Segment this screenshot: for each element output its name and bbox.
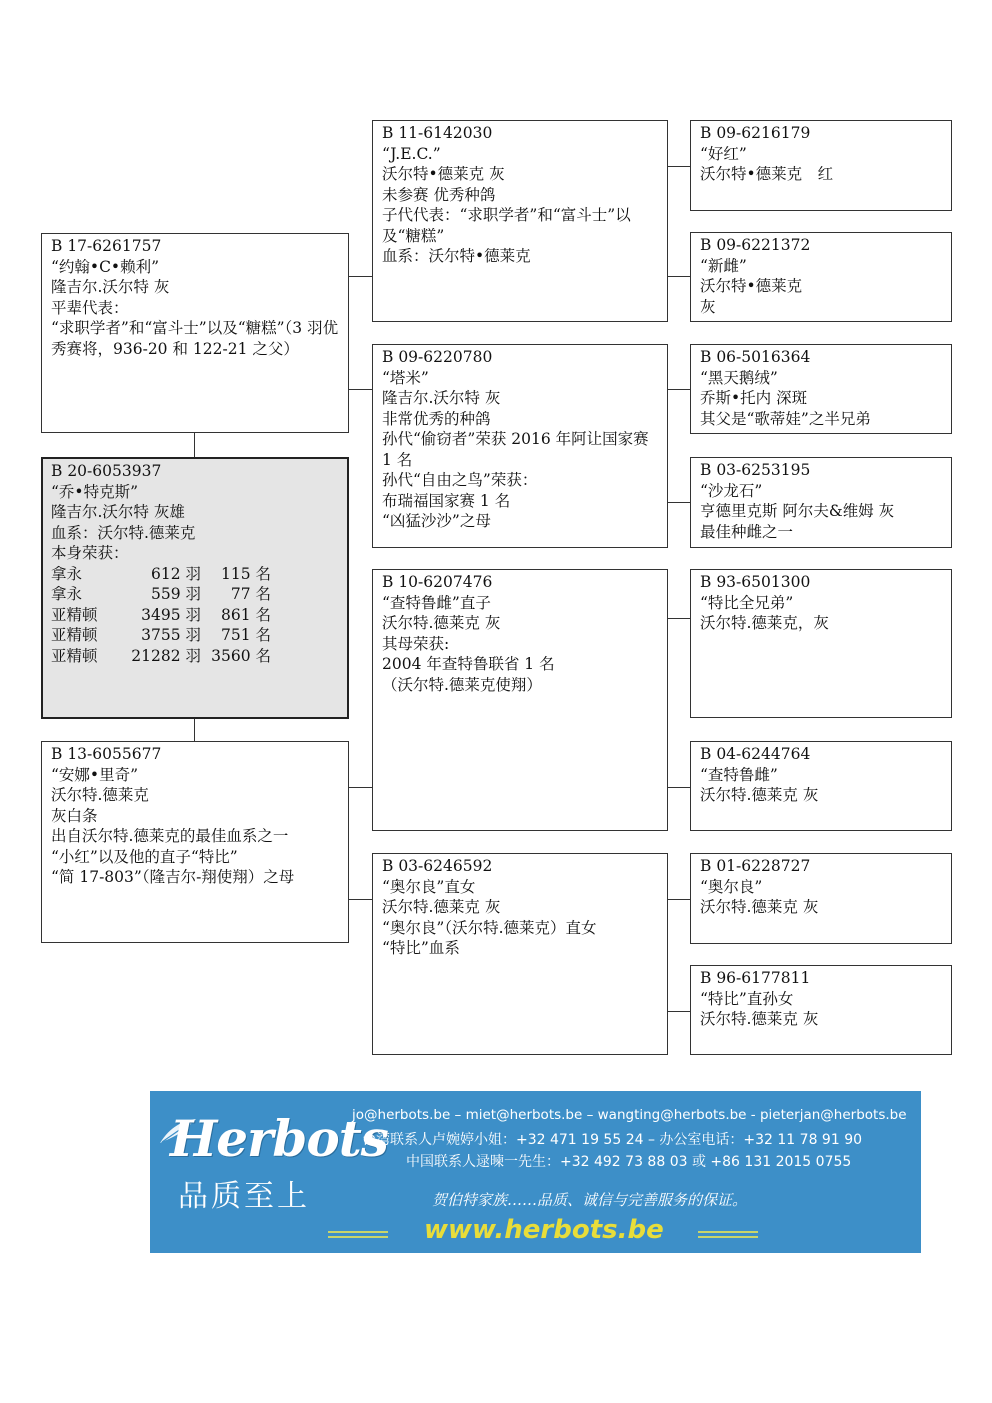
herbots-banner: [150, 1091, 921, 1253]
divider: [698, 1231, 758, 1233]
connector: [349, 389, 373, 390]
pigeon-name: “约翰•C•赖利”: [51, 257, 159, 276]
divider: [328, 1236, 388, 1238]
ring-number: B 06-5016364: [700, 348, 811, 366]
info-line: 布瑞福国家赛 1 名: [382, 491, 511, 510]
pigeon-name: “沙龙石”: [700, 481, 763, 500]
pigeon-name: “好红”: [700, 144, 747, 163]
bloodline: 血系：沃尔特•德莱克: [382, 247, 531, 265]
result-row: [51, 605, 339, 626]
ring-number: B 96-6177811: [700, 969, 811, 987]
bird-count: 612 羽: [150, 564, 201, 583]
bird-count: 21282 羽: [131, 646, 201, 665]
race-name: 亚精顿: [51, 646, 98, 665]
result-row: [51, 646, 339, 667]
info-line: 平辈代表：: [51, 298, 129, 317]
dds-box: [690, 853, 952, 944]
dam-sire-box: [372, 569, 668, 831]
ring-number: B 17-6261757: [51, 237, 162, 255]
ddd-box: [690, 965, 952, 1055]
pigeon-name: “新雌”: [700, 256, 747, 275]
connector: [668, 389, 690, 390]
pigeon-name: “特比全兄弟”: [700, 593, 794, 612]
race-name: 拿永: [51, 585, 83, 603]
result-row: [51, 584, 339, 605]
sdd-box: [690, 457, 952, 548]
connector: [349, 276, 373, 277]
pigeon-name: “乔•特克斯”: [51, 482, 138, 501]
color: 灰白条: [51, 806, 98, 825]
connector: [668, 276, 690, 277]
dam-box: [41, 741, 349, 943]
china-contact: 中国联系人逯暕一先生：+32 492 73 88 03 或 +86 131 2015 0755: [406, 1154, 852, 1170]
connector: [349, 787, 373, 788]
connector: [668, 166, 690, 167]
pigeon-name: “安娜•里奇”: [51, 765, 138, 784]
info-line: （沃尔特.德莱克使翔）: [382, 675, 542, 694]
race-name: 亚精顿: [51, 605, 98, 624]
info-line: “小红”以及他的直子“特比”: [51, 847, 238, 866]
breeder-color: 隆吉尔.沃尔特 灰: [382, 389, 501, 407]
info-line: 子代代表：“求职学者”和“富斗士”以及“糖糕”: [382, 206, 631, 245]
info-line: “凶猛沙沙”之母: [382, 512, 491, 530]
race-name: 拿永: [51, 564, 83, 583]
info-line: 孙代“偷窃者”荣获 2016 年阿让国家赛 1 名: [382, 430, 649, 469]
sds-box: [690, 344, 952, 434]
bird-count: 3755 羽: [141, 626, 201, 644]
ring-number: B 04-6244764: [700, 745, 811, 763]
info-line: 最佳种雌之一: [700, 522, 794, 541]
breeder-color: 沃尔特.德莱克 灰: [382, 614, 501, 632]
pigeon-name: “奥尔良”直女: [382, 877, 476, 896]
result-row: [51, 625, 339, 646]
ring-number: B 09-6216179: [700, 124, 811, 142]
place: 751 名: [220, 626, 271, 644]
herbots-logo: Herbots: [170, 1109, 388, 1168]
breeder-color: 沃尔特.德莱克 灰: [700, 1010, 819, 1028]
email-line[interactable]: jo@herbots.be – miet@herbots.be – wangting@herbots.be - pieterjan@herbots.be: [352, 1107, 907, 1123]
connector: [668, 787, 690, 788]
subject-box: [41, 457, 349, 719]
breeder-color: 沃尔特.德莱克 灰: [700, 786, 819, 804]
sss-box: [690, 120, 952, 211]
info-line: 孙代“自由之鸟”荣获：: [382, 471, 538, 489]
taiwan-contact: 台湾联系人卢婉婷小姐：+32 471 19 55 24 – 办公室电话：+32 11 78 91 90: [362, 1132, 863, 1148]
info-line: 其父是“歌蒂娃”之半兄弟: [700, 409, 871, 428]
ring-number: B 93-6501300: [700, 573, 811, 591]
website-link[interactable]: www.herbots.be: [424, 1215, 664, 1245]
connector: [668, 618, 690, 619]
breeder-color: 沃尔特.德莱克 灰: [382, 898, 501, 916]
breeder-color: 沃尔特•德莱克 红: [700, 165, 834, 183]
place: 861 名: [220, 605, 271, 624]
place: 77 名: [230, 585, 271, 603]
ring-number: B 20-6053937: [51, 462, 162, 480]
breeder: 沃尔特•德莱克: [700, 277, 803, 295]
ring-number: B 03-6253195: [700, 461, 811, 479]
connector: [668, 899, 690, 900]
bird-count: 3495 羽: [141, 605, 201, 624]
pigeon-name: “奥尔良”: [700, 877, 763, 896]
connector: [668, 502, 690, 503]
ring-number: B 13-6055677: [51, 745, 162, 763]
tagline: 贺伯特家族……品质、诚信与完善服务的保证。: [432, 1191, 748, 1209]
place: 115 名: [220, 564, 271, 583]
race-name: 亚精顿: [51, 626, 98, 644]
breeder-color: 乔斯•托内 深斑: [700, 389, 808, 407]
connector: [194, 433, 195, 457]
breeder: 沃尔特.德莱克: [51, 786, 149, 804]
result-row: [51, 564, 339, 585]
breeder-color: 隆吉尔.沃尔特 灰: [51, 278, 170, 296]
ssd-box: [690, 232, 952, 322]
ring-number: B 09-6220780: [382, 348, 493, 366]
divider: [698, 1236, 758, 1238]
pigeon-name: “查特鲁雌”直子: [382, 593, 491, 612]
place: 3560 名: [211, 646, 271, 665]
pigeon-name: “查特鲁雌”: [700, 765, 778, 784]
info-line: 非常优秀的种鸽: [382, 409, 491, 428]
breeder-color: 沃尔特.德莱克，灰: [700, 614, 829, 632]
info-line: 未参赛 优秀种鸽: [382, 185, 496, 204]
connector: [668, 1011, 690, 1012]
slogan: 品质至上: [178, 1179, 310, 1214]
connector: [194, 719, 195, 741]
breeder-color: 沃尔特•德莱克 灰: [382, 165, 505, 183]
pigeon-name: “特比”直孙女: [700, 989, 794, 1008]
info-line: 出自沃尔特.德莱克的最佳血系之一: [51, 827, 289, 845]
ring-number: B 11-6142030: [382, 124, 493, 142]
info-line: “简 17-803”（隆吉尔-翔使翔）之母: [51, 868, 295, 886]
info-line: “奥尔良”（沃尔特.德莱克）直女: [382, 918, 597, 937]
pigeon-name: “J.E.C.”: [382, 144, 441, 163]
sire-box: [41, 233, 349, 433]
info-line: “特比”血系: [382, 939, 460, 957]
sire-sire-box: [372, 120, 668, 322]
pigeon-name: “黑天鹅绒”: [700, 368, 778, 387]
dss-box: [690, 569, 952, 718]
breeder-color: 隆吉尔.沃尔特 灰雄: [51, 503, 185, 521]
info-line: 2004 年查特鲁联省 1 名: [382, 655, 555, 673]
ring-number: B 01-6228727: [700, 857, 811, 875]
info-line: “求职学者”和“富斗士”以及“糖糕”（3 羽优秀赛将，936-20 和 122-21 之父）: [51, 319, 339, 358]
info-line: 其母荣获:: [382, 634, 450, 653]
ring-number: B 03-6246592: [382, 857, 493, 875]
pigeon-name: “塔米”: [382, 368, 429, 387]
color: 灰: [700, 297, 716, 316]
dsd-box: [690, 741, 952, 831]
divider: [328, 1231, 388, 1233]
ring-number: B 09-6221372: [700, 236, 811, 254]
ring-number: B 10-6207476: [382, 573, 493, 591]
dam-dam-box: [372, 853, 668, 1055]
connector: [349, 899, 373, 900]
breeder-color: 亨德里克斯 阿尔夫&维姆 灰: [700, 502, 895, 520]
honors-title: 本身荣获：: [51, 544, 129, 562]
breeder-color: 沃尔特.德莱克 灰: [700, 898, 819, 916]
bloodline: 血系：沃尔特.德莱克: [51, 523, 196, 542]
sire-dam-box: [372, 344, 668, 548]
bird-count: 559 羽: [150, 585, 201, 603]
